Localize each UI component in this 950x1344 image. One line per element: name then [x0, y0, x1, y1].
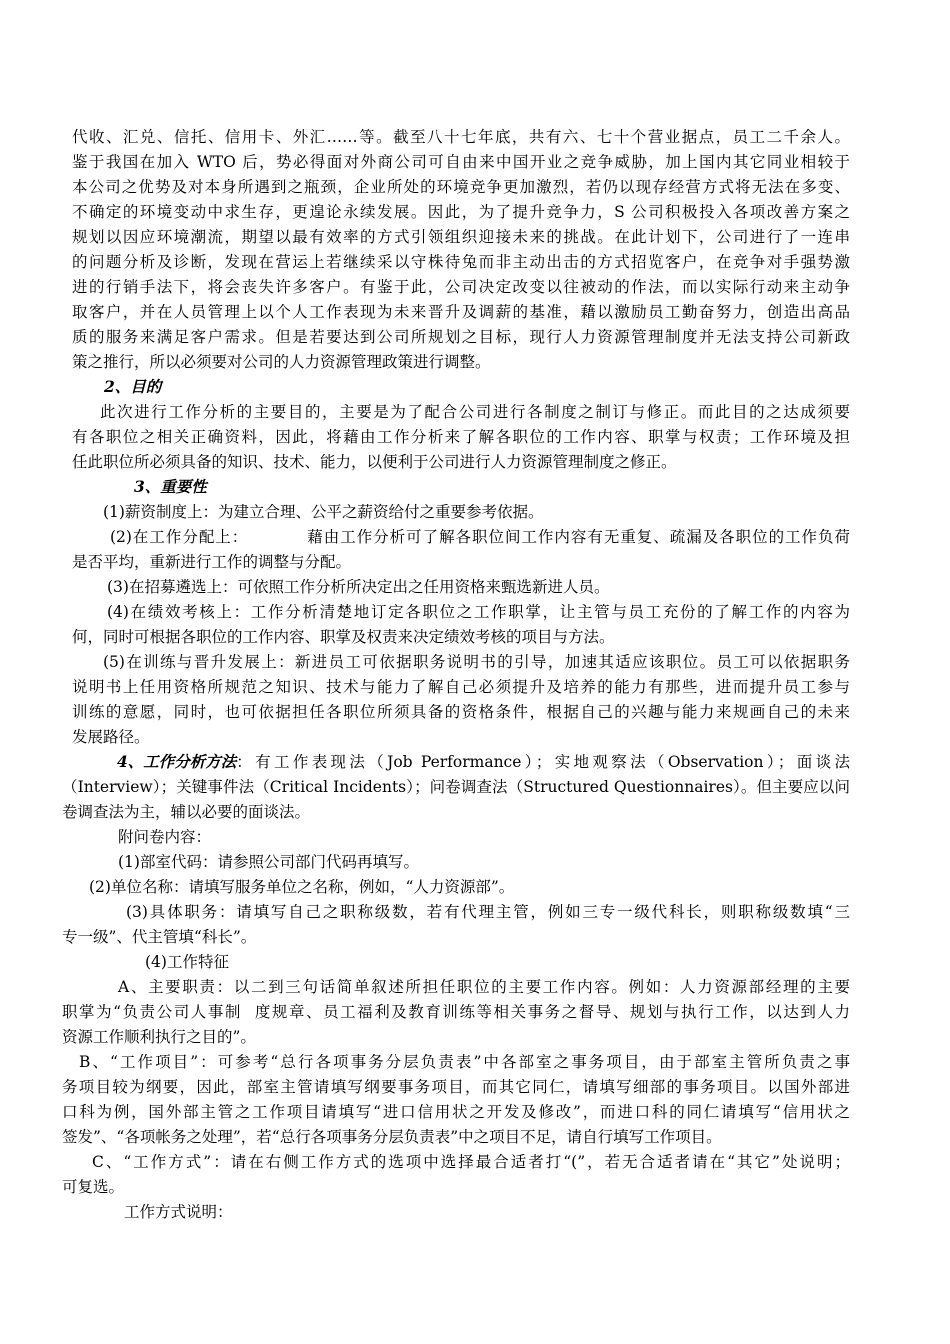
body-line: 训练的意愿，同时，也可依据担任各职位所须具备的资格条件，根据自己的兴趣与能力来规画自己的未来	[72, 703, 850, 721]
body-line: （Interview）；关键事件法（Critical Incidents）；问卷调查法（Structured Questionnaires）。但主要应以问	[62, 778, 850, 796]
body-line: 本公司之优势及对本身所遇到之瓶颈，企业所处的环境竞争更加激烈，若仍以现存经营方式将无法在多变、	[72, 178, 850, 196]
body-line: 不确定的环境变动中求生存，更遑论永续发展。因此，为了提升竞争力，S 公司积极投入各项改善方案之	[72, 203, 850, 221]
body-line: 何，同时可根据各职位的工作内容、职掌及权责来决定绩效考核的项目与方法。	[72, 628, 615, 646]
body-line: 是否平均，重新进行工作的调整与分配。	[72, 553, 352, 571]
body-line: 工作方式说明：	[124, 1203, 233, 1221]
body-line: 取客户，并在人员管理上以个人工作表现为未来晋升及调薪的基准，藉以激励员工勤奋努力，创造出高品	[72, 303, 850, 321]
body-line: 专一级”、代主管填“科长”。	[62, 928, 257, 946]
list-item: (5)在训练与晋升发展上：新进员工可依据职务说明书的引导，加速其适应该职位。员工可以依据职务	[103, 653, 850, 671]
body-line: 代收、汇兑、信托、信用卡、外汇……等。截至八十七年底，共有六、七十个营业据点，员工二千余人。	[72, 128, 850, 146]
methods-line	[117, 750, 850, 774]
sub-item: B、“工作项目”：可参考“总行各项事务分层负责表”中各部室之事务项目，由于部室主管所负责之事	[79, 1053, 850, 1071]
body-line: 发展路径。	[72, 728, 150, 746]
body-line: 任此职位所必须具备的知识、技术、能力，以便利于公司进行人力资源管理制度之修正。	[72, 453, 677, 471]
body-line: 务项目较为纲要，因此，部室主管请填写纲要事务项目，而其它同仁，请填写细部的事务项目。以国外部进	[62, 1078, 850, 1096]
list-item: (1)薪资制度上：为建立合理、公平之薪资给付之重要参考依据。	[103, 503, 544, 521]
body-line: 此次进行工作分析的主要目的，主要是为了配合公司进行各制度之制订与修正。而此目的之达成须要	[100, 403, 850, 421]
list-item: (2)在工作分配上： 藉由工作分析可了解各职位间工作内容有无重复、疏漏及各职位的工作负荷	[110, 528, 850, 546]
body-line: 签发”、“各项帐务之处理”，若“总行各项事务分层负责表”中之项目不足，请自行填写工作项目。	[62, 1128, 722, 1146]
body-line: 可复选。	[62, 1178, 125, 1196]
section-heading-methods: 4、工作分析方法	[117, 752, 237, 771]
appendix-label: 附问卷内容：	[118, 828, 212, 846]
questionnaire-item: (2)单位名称：请填写服务单位之名称，例如，“人力资源部”。	[89, 878, 515, 896]
methods-text: ：有工作表现法（Job Performance）；实地观察法（Observation）；面谈法	[236, 753, 850, 771]
body-line: 卷调查法为主，辅以必要的面谈法。	[62, 803, 311, 821]
section-heading-purpose: 2、目的	[104, 377, 162, 396]
body-line: 进的行销手法下，将会丧失许多客户。有鉴于此，公司决定改变以往被动的作法，而以实际行动来主动争	[72, 278, 850, 296]
list-item: (3)在招募遴选上：可依照工作分析所决定出之任用资格来甄选新进人员。	[107, 578, 610, 596]
body-line: 的问题分析及诊断，发现在营运上若继续采以守株待兔而非主动出击的方式招览客户，在竞争对手强势激	[72, 253, 850, 271]
questionnaire-item: (4)工作特征	[145, 953, 229, 971]
body-line: 职掌为“负责公司人事制 度规章、员工福利及教育训练等相关事务之督导、规划与执行工作，以达到人力	[62, 1003, 850, 1021]
body-line: 资源工作顺利执行之目的”。	[62, 1028, 256, 1046]
body-line: 口科为例，国外部主管之工作项目请填写“进口信用状之开发及修改”，而进口科的同仁请填写“信用状之	[62, 1103, 850, 1121]
list-item: (4)在绩效考核上：工作分析清楚地订定各职位之工作职掌，让主管与员工充份的了解工作的内容为	[107, 603, 850, 621]
body-line: 说明书上任用资格所规范之知识、技术与能力了解自己必须提升及培养的能力有那些，进而提升员工参与	[72, 678, 850, 696]
body-line: 质的服务来满足客户需求。但是若要达到公司所规划之目标，现行人力资源管理制度并无法支持公司新政	[72, 328, 850, 346]
sub-item: C、“工作方式”：请在右侧工作方式的选项中选择最合适者打“(”，若无合适者请在“其它”处说明；	[92, 1153, 850, 1171]
questionnaire-item: (1)部室代码：请参照公司部门代码再填写。	[118, 853, 419, 871]
body-line: 有各职位之相关正确资料，因此，将藉由工作分析来了解各职位的工作内容、职掌与权责；工作环境及担	[72, 428, 850, 446]
body-line: 鉴于我国在加入 WTO 后，势必得面对外商公司可自由来中国开业之竞争威胁，加上国内其它同业相较于	[72, 153, 850, 171]
questionnaire-item: (3)具体职务：请填写自己之职称级数，若有代理主管，例如三专一级代科长，则职称级数填“三	[126, 903, 850, 921]
body-line: 规划以因应环境潮流，期望以最有效率的方式引领组织迎接未来的挑战。在此计划下，公司进行了一连串	[72, 228, 850, 246]
sub-item: A、主要职责：以二到三句话简单叙述所担任职位的主要工作内容。例如：人力资源部经理的主要	[118, 978, 850, 996]
section-heading-importance: 3、重要性	[134, 477, 207, 496]
body-line: 策之推行，所以必须要对公司的人力资源管理政策进行调整。	[72, 353, 491, 371]
